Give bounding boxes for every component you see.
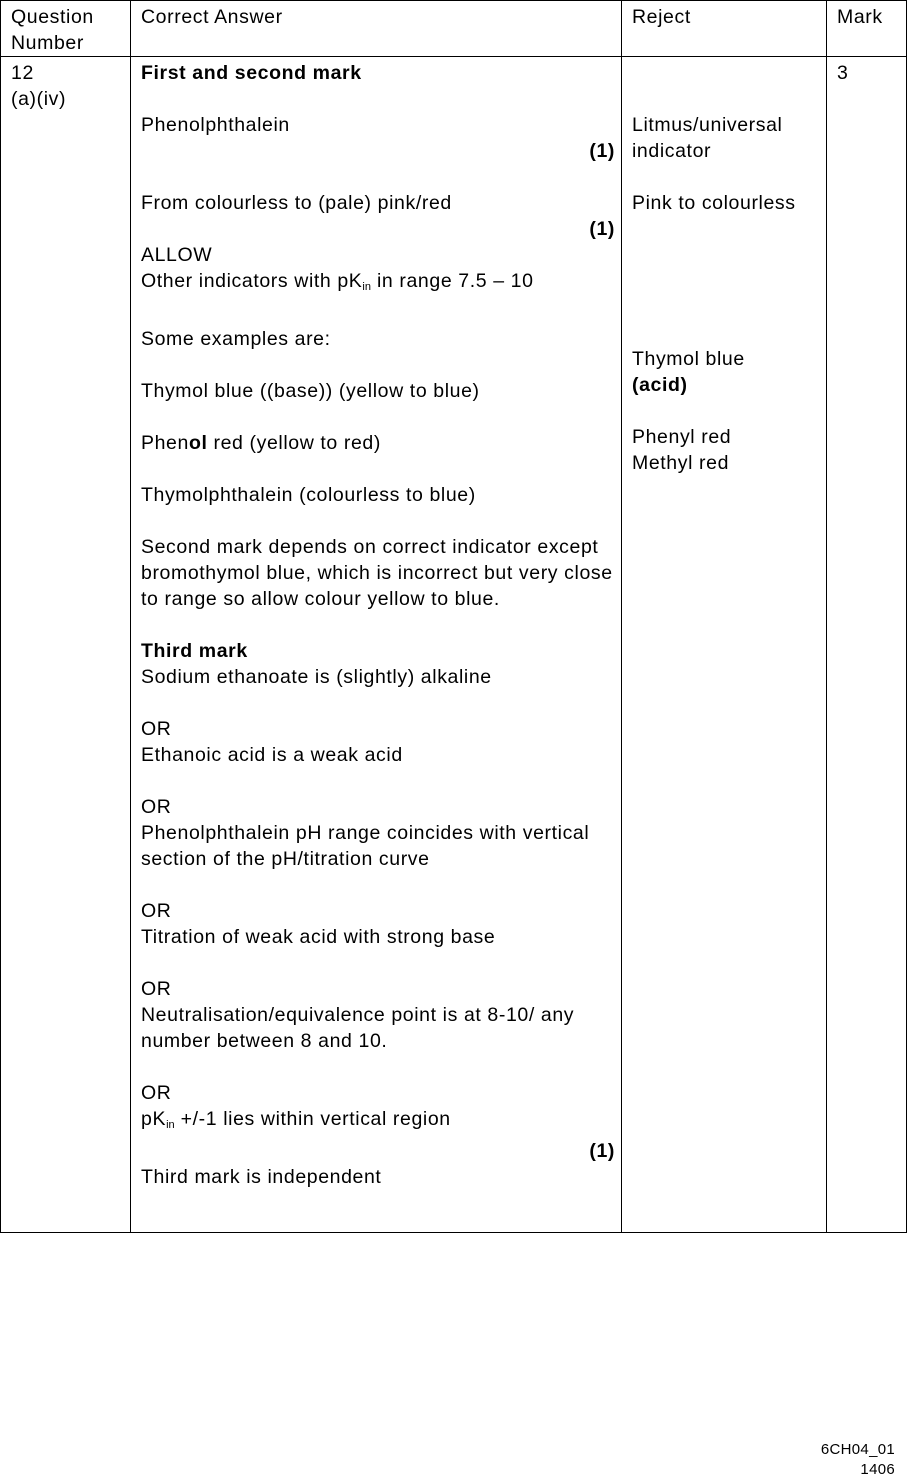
question-number-cell	[1, 57, 131, 1233]
answer-colour-change: From colourless to (pale) pink/red	[141, 192, 452, 214]
answer-phenolphthalein: Phenolphthalein	[141, 114, 290, 136]
mark-allocation-1: (1)	[589, 140, 615, 162]
header-row	[1, 1, 907, 57]
other-indicators: Other indicators with $pK_{in}$ in range 7.5 – 10	[141, 270, 534, 293]
allow-label: ALLOW	[141, 244, 213, 266]
reject-thymol-blue: Thymol blue	[632, 348, 745, 370]
header-correct-answer: Correct Answer	[131, 1, 622, 57]
or-label: OR	[141, 978, 172, 1000]
reject-cell	[622, 57, 827, 1233]
answer-weak-acid: Ethanoic acid is a weak acid	[141, 744, 403, 766]
or-label: OR	[141, 900, 172, 922]
reject-acid: (acid)	[632, 374, 688, 396]
example-thymol-blue: Thymol blue ((base)) (yellow to blue)	[141, 380, 480, 402]
reject-pink-to-colourless: Pink to colourless	[632, 192, 796, 214]
third-mark-heading: Third mark	[141, 640, 248, 662]
page-footer	[821, 1440, 895, 1480]
paper-code: 6CH04_01	[820, 1441, 895, 1458]
examples-intro: Some examples are:	[141, 328, 331, 350]
question-row	[1, 57, 907, 1233]
third-mark-independent: Third mark is independent	[141, 1166, 382, 1188]
mark-allocation-3: (1)	[589, 1140, 615, 1162]
reject-litmus: Litmus/universal indicator	[632, 114, 783, 162]
answer-ph-range: Phenolphthalein pH range coincides with vertical section of the pH/titration curve	[141, 822, 590, 870]
header-mark: Mark	[827, 1, 907, 57]
or-label: OR	[141, 1082, 172, 1104]
answer-pkin: $pK_{in} +/-1$ lies within vertical region	[141, 1108, 451, 1131]
example-phenol-red: Phenol red (yellow to red)	[141, 432, 381, 454]
mark-allocation-2: (1)	[589, 218, 615, 240]
reject-methyl-red: Methyl red	[632, 452, 730, 474]
correct-answer-cell	[131, 57, 622, 1233]
example-thymolphthalein: Thymolphthalein (colourless to blue)	[141, 484, 476, 506]
reject-phenyl-red: Phenyl red	[632, 426, 732, 448]
header-question-number: Question Number	[1, 1, 131, 57]
question-part: (a)(iv)	[11, 88, 67, 110]
answer-neutralisation: Neutralisation/equivalence point is at 8-10/ any number between 8 and 10.	[141, 1004, 575, 1052]
question-number: 12	[11, 62, 34, 84]
answer-titration: Titration of weak acid with strong base	[141, 926, 496, 948]
mark-cell: 3	[827, 57, 907, 1233]
session-code: 1406	[860, 1461, 895, 1478]
first-second-mark-heading: First and second mark	[141, 62, 362, 84]
header-reject: Reject	[622, 1, 827, 57]
second-mark-note: Second mark depends on correct indicator except bromothymol blue, which is incorrect but very close to range so allow colour yellow to blue.	[141, 536, 613, 610]
or-label: OR	[141, 796, 172, 818]
or-label: OR	[141, 718, 172, 740]
answer-sodium-ethanoate: Sodium ethanoate is (slightly) alkaline	[141, 666, 492, 688]
